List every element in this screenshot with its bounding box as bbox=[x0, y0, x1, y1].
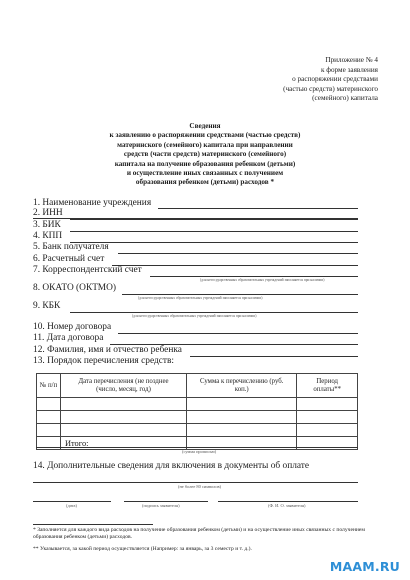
appendix-header bbox=[228, 56, 378, 104]
table-row[interactable] bbox=[37, 424, 358, 437]
title-line: и осуществление иных связанных с получением bbox=[126, 169, 284, 178]
appendix-line: к форме заявления bbox=[321, 65, 378, 74]
field-line-child-name[interactable] bbox=[190, 356, 358, 357]
hint-kbk: (для негосударственных образовательных учреждений заполняется при наличии) bbox=[132, 314, 257, 318]
field-label-bank: 5. Банк получателя bbox=[33, 242, 109, 252]
field-label-okato: 8. ОКАТО (ОКТМО) bbox=[33, 283, 117, 293]
field-line-account[interactable] bbox=[112, 265, 358, 266]
col-header-amount: Сумма к перечислению (руб. коп.) bbox=[187, 374, 297, 398]
field-label-kpp: 4. КПП bbox=[33, 231, 63, 241]
applicant-name-line[interactable] bbox=[218, 501, 358, 502]
title-line: образования ребенком (детьми) расходов * bbox=[135, 178, 275, 187]
table-header-row bbox=[37, 374, 358, 398]
field-line-institution[interactable] bbox=[158, 208, 358, 209]
hint-applicant-name: (Ф. И. О. заявителя) bbox=[268, 503, 306, 508]
appendix-line: Приложение № 4 bbox=[325, 56, 378, 64]
footnote-1: * Заполняется для каждого вида расходов на получение образования ребенком (детьми) и на осуществление иных связанных с получением образования ребенком (детьми) расходов. bbox=[33, 527, 365, 540]
field-line-bank[interactable] bbox=[118, 253, 358, 254]
field-label-institution: 1. Наименование учреждения bbox=[33, 198, 152, 208]
table-row[interactable] bbox=[37, 398, 358, 411]
field-line-kpp[interactable] bbox=[70, 242, 358, 243]
title-line: капитала на получение образования ребенком (детьми) bbox=[114, 159, 296, 168]
field-label-contract-date: 11. Дата договора bbox=[33, 333, 104, 343]
footnote-2: ** Указывается, за какой период осуществляется (Например: за январь, за 3 семестр и т. д.). bbox=[33, 546, 252, 552]
appendix-line: (частью средств) материнского bbox=[283, 84, 378, 93]
field-label-kbk: 9. КБК bbox=[33, 301, 61, 311]
total-label: Итого: bbox=[60, 437, 186, 450]
title-line: материнского (семейного) капитала при направлении bbox=[117, 140, 293, 149]
field-label-inn: 2. ИНН bbox=[33, 208, 63, 218]
hint-okato: (для негосударственных образовательных учреждений заполняется при наличии) bbox=[138, 296, 263, 300]
field-line-additional-info[interactable] bbox=[33, 482, 358, 483]
title-line: к заявлению о распоряжении средствами (частью средств) bbox=[109, 131, 301, 140]
field-label-bik: 3. БИК bbox=[33, 220, 61, 230]
maam-logo: MAAM.RU bbox=[329, 559, 400, 574]
col-header-period: Период оплаты** bbox=[297, 374, 358, 398]
sum-words-line[interactable] bbox=[36, 447, 358, 448]
field-line-corr-account[interactable] bbox=[150, 276, 358, 277]
field-label-corr-account: 7. Корреспондентский счет bbox=[33, 265, 142, 275]
field-label-additional-info: 14. Дополнительные сведения для включения в документы об оплате bbox=[33, 461, 310, 471]
title-line: средств (части средств) материнского (семейного) bbox=[123, 150, 287, 159]
signature-line[interactable] bbox=[124, 501, 208, 502]
field-line-kbk[interactable] bbox=[70, 312, 358, 313]
hint-corr-account: (для негосударственных образовательных учреждений заполняется при наличии) bbox=[200, 278, 325, 282]
col-header-date: Дата перечисления (не позднее (число, месяц, год) bbox=[60, 374, 186, 398]
payment-table bbox=[36, 373, 358, 450]
col-header-number: № п/п bbox=[37, 374, 61, 398]
field-line-contract-number[interactable] bbox=[118, 333, 358, 334]
table-row[interactable] bbox=[37, 411, 358, 424]
field-label-child-name: 12. Фамилия, имя и отчество ребенка bbox=[33, 345, 182, 355]
title-line: Сведения bbox=[189, 122, 221, 130]
field-line-inn[interactable] bbox=[70, 219, 358, 220]
field-line-okato[interactable] bbox=[122, 294, 358, 295]
appendix-line: (семейного) капитала bbox=[312, 94, 378, 102]
footnote-divider bbox=[33, 524, 153, 525]
field-line-bik[interactable] bbox=[70, 231, 358, 232]
field-label-transfer-order: 13. Порядок перечисления средств: bbox=[33, 356, 175, 366]
hint-max-chars: (не более 80 символов) bbox=[178, 484, 222, 489]
field-label-account: 6. Расчетный счет bbox=[33, 254, 105, 264]
field-label-contract-number: 10. Номер договора bbox=[33, 322, 112, 332]
appendix-line: о распоряжении средствами bbox=[292, 75, 378, 83]
hint-sum-words: (сумма прописью) bbox=[182, 449, 217, 454]
date-line[interactable] bbox=[33, 501, 111, 502]
hint-date: (дата) bbox=[66, 503, 77, 508]
hint-signature: (подпись заявителя) bbox=[142, 503, 180, 508]
document-title bbox=[60, 122, 350, 188]
